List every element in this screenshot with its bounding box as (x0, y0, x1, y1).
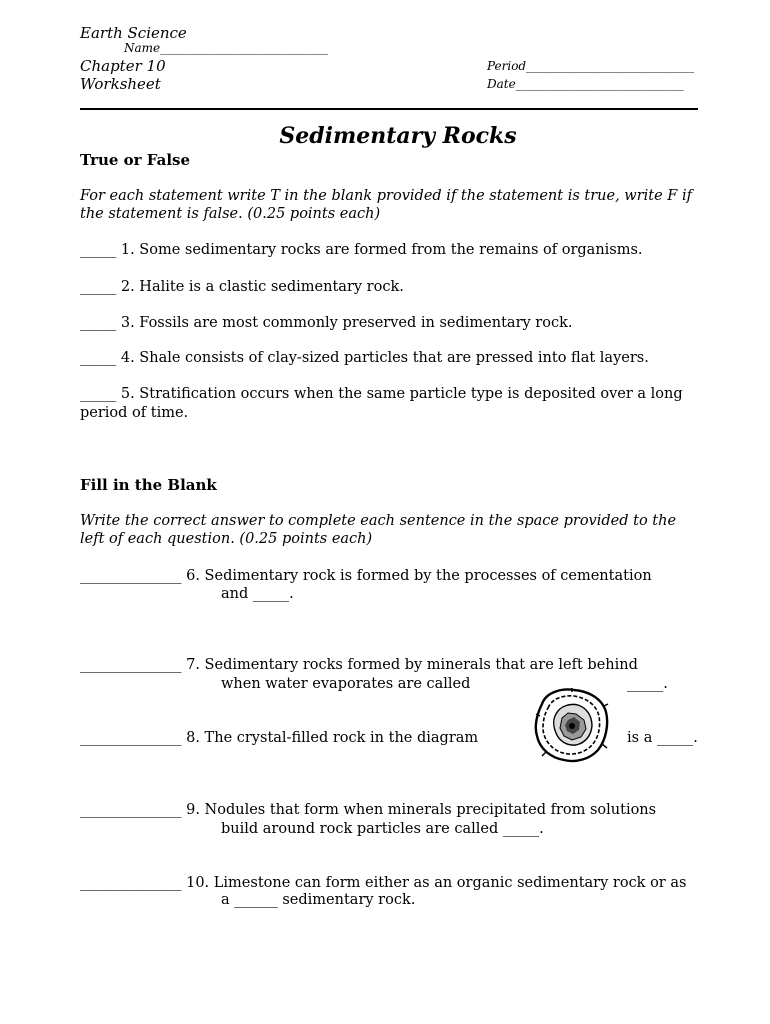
true-false-instructions-line-2: the statement is false. (0.25 points each) (80, 206, 381, 222)
fb-question-10-continued: a ______ sedimentary rock. (221, 892, 416, 908)
worksheet-label: Worksheet (80, 75, 161, 93)
tf-question-5[interactable]: _____ 5. Stratification occurs when the same particle type is deposited over a long (80, 386, 683, 402)
fill-blank-instructions-line-1: Write the correct answer to complete each sentence in the space provided to the (80, 513, 677, 529)
fb-question-10[interactable]: ______________ 10. Limestone can form either as an organic sedimentary rock or as (80, 875, 687, 891)
fb-question-7[interactable]: ______________ 7. Sedimentary rocks formed by minerals that are left behind (80, 657, 638, 673)
tf-question-2[interactable]: _____ 2. Halite is a clastic sedimentary rock. (80, 279, 404, 295)
course-title: Earth Science (80, 24, 187, 42)
fb-question-8-end: is a _____. (627, 730, 698, 746)
fb-question-9-continued: build around rock particles are called _____. (221, 821, 544, 837)
page-title: Sedimentary Rocks (279, 123, 517, 149)
fb-question-7-continued: when water evaporates are called (221, 676, 471, 692)
period-field[interactable]: Period____________________________ (487, 59, 695, 73)
true-false-heading: True or False (80, 151, 191, 169)
fill-blank-heading: Fill in the Blank (80, 476, 217, 494)
fb-question-9[interactable]: ______________ 9. Nodules that form when minerals precipitated from solutions (80, 802, 657, 818)
chapter-label: Chapter 10 (80, 57, 166, 75)
fb-question-6-continued: and _____. (221, 586, 294, 602)
fb-question-7-blank: _____. (627, 676, 668, 692)
geode-icon (532, 686, 610, 764)
fb-question-8[interactable]: ______________ 8. The crystal-filled rock in the diagram (80, 730, 479, 746)
tf-question-5-continued: period of time. (80, 405, 189, 421)
tf-question-1[interactable]: _____ 1. Some sedimentary rocks are formed from the remains of organisms. (80, 242, 643, 258)
true-false-instructions-line-1: For each statement write T in the blank provided if the statement is true, write F if (80, 188, 692, 204)
tf-question-4[interactable]: _____ 4. Shale consists of clay-sized particles that are pressed into flat layers. (80, 350, 649, 366)
header-divider (80, 108, 698, 110)
name-field[interactable]: Name____________________________ (124, 41, 329, 55)
fb-question-6[interactable]: ______________ 6. Sedimentary rock is formed by the processes of cementation (80, 568, 652, 584)
tf-question-3[interactable]: _____ 3. Fossils are most commonly preserved in sedimentary rock. (80, 315, 573, 331)
date-field[interactable]: Date____________________________ (487, 77, 684, 91)
fill-blank-instructions-line-2: left of each question. (0.25 points each) (80, 531, 373, 547)
